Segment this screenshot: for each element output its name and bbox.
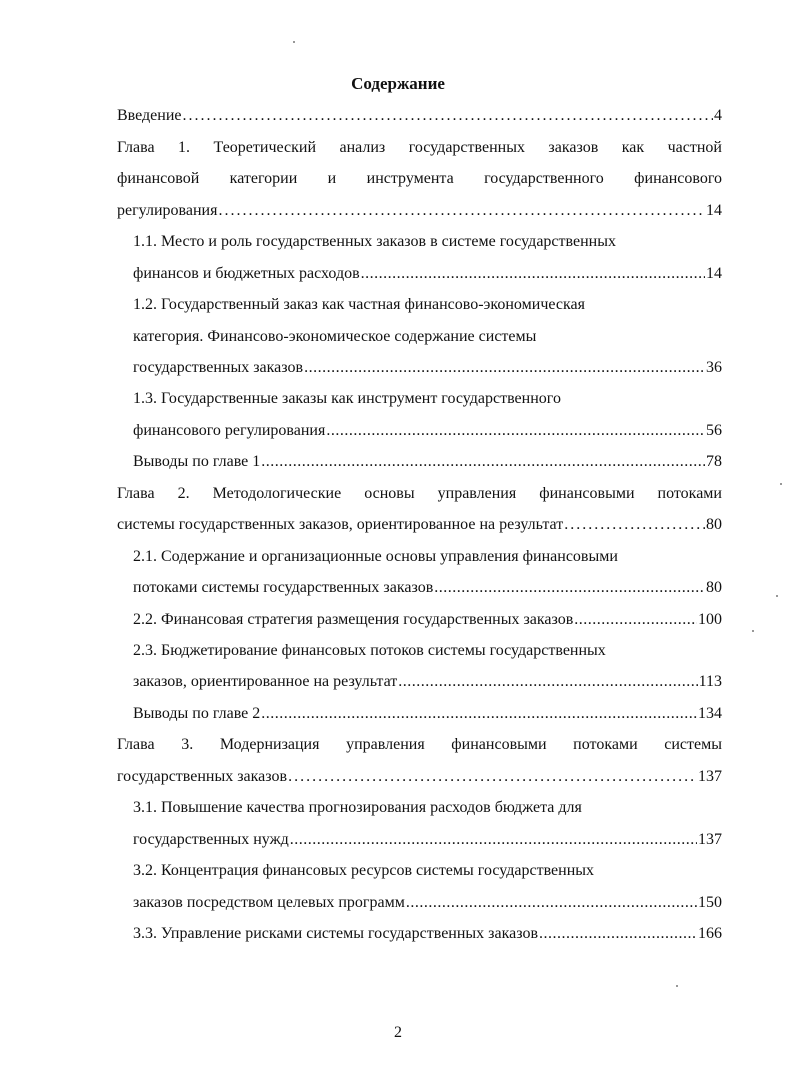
toc-entry-final-line bbox=[117, 195, 722, 227]
toc-page-number: 113 bbox=[698, 673, 722, 691]
dot-leader bbox=[398, 666, 697, 697]
toc-entry-text: государственных нужд bbox=[133, 830, 289, 848]
toc-entry-line: Глава 1. Теоретический анализ государственных заказов как частной bbox=[117, 138, 722, 156]
dot-leader bbox=[261, 446, 705, 477]
toc-section-entry bbox=[117, 289, 722, 383]
toc-entry-text: 2.2. Финансовая стратегия размещения государственных заказов bbox=[133, 610, 574, 628]
toc-page-number: 56 bbox=[706, 421, 722, 439]
toc-section-entry bbox=[117, 855, 722, 918]
dot-leader bbox=[288, 761, 697, 793]
toc-entry-final-line bbox=[133, 824, 722, 855]
toc-section-entry bbox=[117, 541, 722, 604]
toc-entry-line: финансовой категории и инструмента государственного финансового bbox=[117, 170, 722, 188]
toc-page-number: 14 bbox=[706, 201, 722, 219]
toc-page-number: 80 bbox=[706, 516, 722, 534]
toc-entry-text: государственных заказов bbox=[117, 767, 288, 785]
toc-section-entry bbox=[117, 604, 722, 635]
toc-entry-line: 3.1. Повышение качества прогнозирования расходов бюджета для bbox=[133, 799, 582, 817]
dot-leader bbox=[574, 604, 697, 635]
toc-entry-line: 2.1. Содержание и организационные основы управления финансовыми bbox=[133, 547, 618, 565]
toc-entry-text: государственных заказов bbox=[133, 359, 304, 376]
toc-entry-text: системы государственных заказов, ориентированное на результат bbox=[117, 516, 564, 534]
scan-speck bbox=[752, 630, 754, 632]
toc-entry-text: 3.3. Управление рисками системы государственных заказов bbox=[133, 925, 539, 943]
dot-leader bbox=[361, 258, 705, 289]
toc-chapter-entry bbox=[117, 729, 722, 792]
toc-page-number: 166 bbox=[698, 925, 722, 943]
dot-leader bbox=[261, 698, 697, 729]
dot-leader bbox=[564, 509, 705, 541]
toc-page-number: 14 bbox=[706, 264, 722, 282]
toc-entry-line: 1.2. Государственный заказ как частная финансово-экономическая bbox=[133, 296, 585, 314]
scan-speck bbox=[780, 483, 782, 485]
toc-section-entry bbox=[117, 792, 722, 855]
dot-leader bbox=[539, 918, 697, 949]
toc-chapter-entry bbox=[117, 132, 722, 227]
toc-entry-text: регулирования bbox=[117, 201, 218, 219]
toc-entry-final-line bbox=[117, 100, 722, 132]
toc-section-entry bbox=[117, 226, 722, 289]
toc-entry-text: Введение bbox=[117, 107, 182, 124]
toc-entry-final-line bbox=[133, 446, 722, 477]
toc-page-number: 100 bbox=[698, 610, 722, 628]
toc-entry-text: заказов посредством целевых программ bbox=[133, 893, 405, 911]
toc-entry-final-line bbox=[133, 258, 722, 289]
toc-section-entry bbox=[117, 698, 722, 729]
page-number: 2 bbox=[394, 1024, 402, 1041]
toc-entry-text: Выводы по главе 1 bbox=[133, 453, 261, 471]
toc-entry-line: 1.1. Место и роль государственных заказов в системе государственных bbox=[133, 233, 616, 251]
toc-title: Содержание bbox=[351, 74, 445, 93]
scan-speck bbox=[676, 985, 678, 987]
dot-leader bbox=[183, 100, 714, 132]
toc-page-number: 134 bbox=[698, 704, 722, 722]
toc-section-entry bbox=[117, 383, 722, 446]
toc-page-number: 4 bbox=[714, 107, 722, 124]
toc-section-entry bbox=[117, 446, 722, 477]
toc-entry-line: 2.3. Бюджетирование финансовых потоков системы государственных bbox=[133, 642, 606, 660]
toc-entry-text: Выводы по главе 2 bbox=[133, 704, 261, 722]
toc-section-entry bbox=[117, 918, 722, 949]
toc-page-number: 137 bbox=[698, 767, 722, 785]
toc-page-number: 36 bbox=[706, 359, 722, 376]
dot-leader bbox=[290, 824, 697, 855]
toc-page-number: 150 bbox=[698, 893, 722, 911]
toc-page-number: 80 bbox=[706, 579, 722, 597]
dot-leader bbox=[434, 572, 705, 603]
toc-entry-text: финансов и бюджетных расходов bbox=[133, 264, 360, 282]
toc-entry-final-line bbox=[117, 509, 722, 541]
toc-page-number: 78 bbox=[706, 453, 722, 471]
toc-chapter-entry bbox=[117, 478, 722, 541]
toc-chapter-entry bbox=[117, 100, 722, 132]
dot-leader bbox=[326, 415, 705, 446]
toc-entry-line: 3.2. Концентрация финансовых ресурсов системы государственных bbox=[133, 862, 594, 880]
toc-entry-final-line bbox=[133, 352, 722, 383]
toc-entry-final-line bbox=[133, 918, 722, 949]
toc-entry-line: 1.3. Государственные заказы как инструмент государственного bbox=[133, 390, 561, 408]
dot-leader bbox=[218, 195, 705, 227]
toc-entry-text: потоками системы государственных заказов bbox=[133, 579, 434, 597]
scan-speck bbox=[293, 41, 295, 43]
dot-leader bbox=[304, 352, 705, 383]
toc-entry-final-line bbox=[133, 415, 722, 446]
toc-section-entry bbox=[117, 635, 722, 698]
toc-entry-text: финансового регулирования bbox=[133, 421, 326, 439]
toc-entry-final-line bbox=[133, 666, 722, 697]
toc-entry-final-line bbox=[133, 698, 722, 729]
table-of-contents bbox=[117, 100, 722, 949]
scan-speck bbox=[776, 595, 778, 597]
toc-entry-line: Глава 2. Методологические основы управления финансовыми потоками bbox=[117, 484, 722, 502]
toc-entry-final-line bbox=[133, 604, 722, 635]
toc-entry-line: категория. Финансово-экономическое содержание системы bbox=[133, 327, 537, 345]
toc-entry-final-line bbox=[117, 761, 722, 793]
toc-page-number: 137 bbox=[698, 830, 722, 848]
toc-entry-final-line bbox=[133, 572, 722, 603]
toc-entry-final-line bbox=[133, 887, 722, 918]
toc-entry-line: Глава 3. Модернизация управления финансовыми потоками системы bbox=[117, 736, 722, 754]
dot-leader bbox=[406, 887, 697, 918]
toc-entry-text: заказов, ориентированное на результат bbox=[133, 673, 398, 691]
